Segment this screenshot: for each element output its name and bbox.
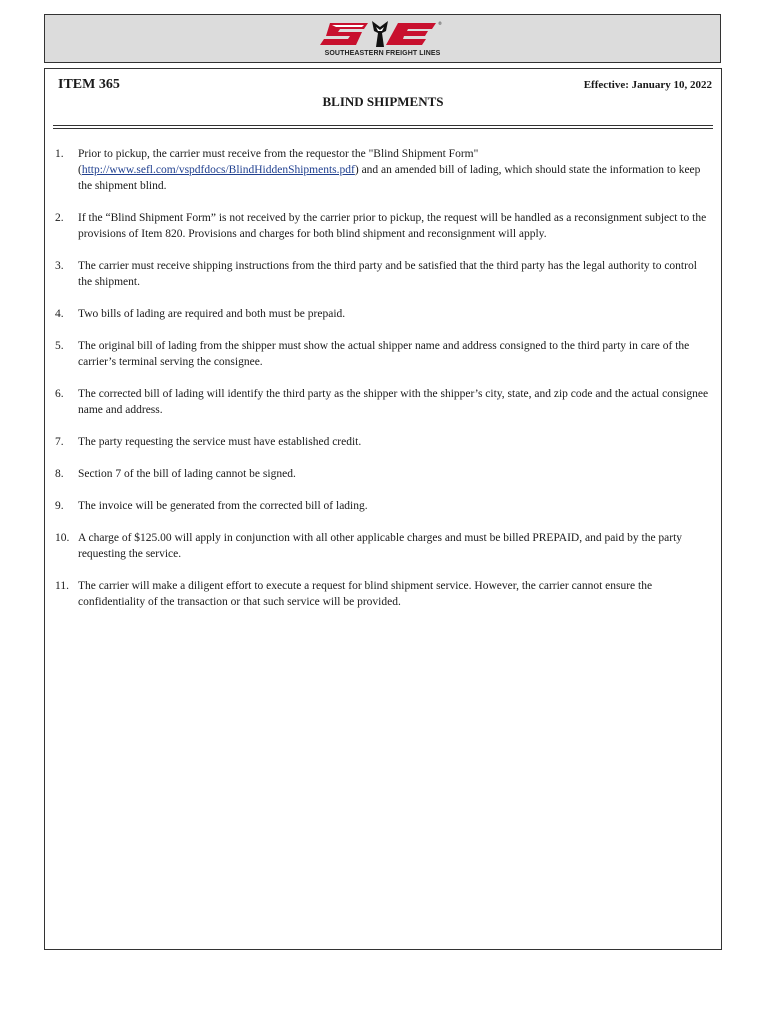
double-divider	[53, 125, 713, 129]
list-item	[55, 258, 713, 290]
list-item-text: The party requesting the service must have established credit.	[78, 436, 362, 448]
list-item	[55, 146, 713, 194]
list-item-number: 11.	[55, 580, 69, 592]
svg-text:®: ®	[437, 21, 442, 26]
item-number: ITEM 365	[58, 77, 120, 92]
list-item	[55, 498, 713, 514]
list-item	[55, 210, 713, 242]
list-item	[55, 466, 713, 482]
header-banner	[44, 14, 721, 63]
list-item	[55, 434, 713, 450]
list-item-number: 3.	[55, 260, 64, 272]
list-item-number: 4.	[55, 308, 64, 320]
list-item-number: 2.	[55, 212, 64, 224]
list-item	[55, 578, 713, 610]
eagle-logo-icon	[318, 19, 448, 49]
list-item-number: 5.	[55, 340, 64, 352]
list-item-number: 10.	[55, 532, 70, 544]
list-item-text: Prior to pickup, the carrier must receive from the requestor the "Blind Shipment Form" (	[78, 148, 479, 176]
list-item	[55, 530, 713, 562]
list-item-number: 6.	[55, 388, 64, 400]
list-item-number: 9.	[55, 500, 64, 512]
company-logo	[318, 19, 448, 61]
list-item-number: 8.	[55, 468, 64, 480]
list-item-text: ) and an amended bill of lading, which should state the information to keep the shipment blind.	[78, 164, 701, 192]
list-item	[55, 306, 713, 322]
list-item	[55, 338, 713, 370]
list-item-text: Two bills of lading are required and both must be prepaid.	[78, 308, 346, 320]
list-item-text: Section 7 of the bill of lading cannot be signed.	[78, 468, 296, 480]
list-item-text: The carrier must receive shipping instructions from the third party and be satisfied that the third party has the legal authority to control the shipment.	[78, 260, 697, 288]
blind-shipment-form-link[interactable]: http://www.sefl.com/vspdfdocs/BlindHiddenShipments.pdf	[81, 164, 355, 176]
list-item-text: The original bill of lading from the shipper must show the actual shipper name and address consigned to the third party in care of the carrier’s terminal serving the consignee.	[78, 340, 690, 368]
list-item-text: The corrected bill of lading will identify the third party as the shipper with the shipper’s city, state, and zip code and the actual consignee name and address.	[78, 388, 709, 416]
list-item-number: 7.	[55, 436, 64, 448]
page-title: BLIND SHIPMENTS	[322, 94, 444, 109]
list-item-text: The invoice will be generated from the corrected bill of lading.	[78, 500, 368, 512]
list-item-text: If the “Blind Shipment Form” is not received by the carrier prior to pickup, the request will be handled as a reconsignment subject to the provisions of Item 820. Provisions and charges for both blind shipment and reconsignment will apply.	[78, 212, 707, 240]
effective-date: Effective: January 10, 2022	[583, 79, 712, 91]
list-item	[55, 386, 713, 418]
list-item-number: 1.	[55, 148, 64, 160]
list-item-text: The carrier will make a diligent effort to execute a request for blind shipment service. However, the carrier cannot ensure the confidentiality of the transaction or that such service will be provided.	[78, 580, 653, 608]
company-name: SOUTHEASTERN FREIGHT LINES	[324, 50, 441, 57]
list-item-text: A charge of $125.00 will apply in conjunction with all other applicable charges and must be billed PREPAID, and paid by the party requesting the service.	[78, 532, 683, 560]
document-body	[44, 68, 722, 950]
rules-list	[55, 146, 713, 626]
